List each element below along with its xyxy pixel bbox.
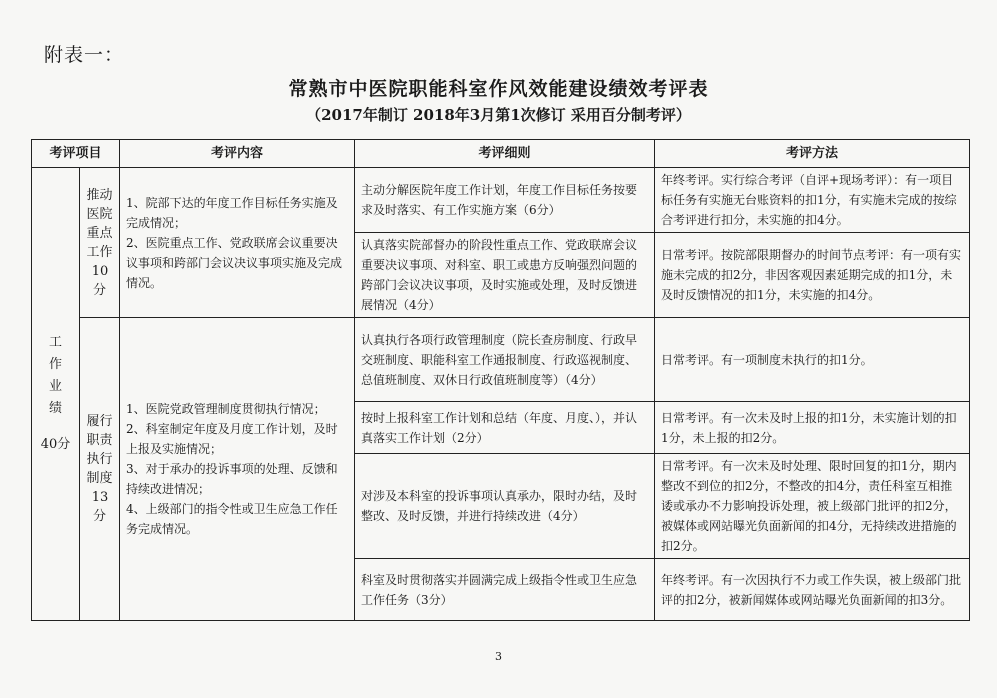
header-detail: 考评细则: [355, 140, 655, 168]
table-row: [32, 318, 970, 402]
header-method: 考评方法: [655, 140, 970, 168]
detail-cell: 按时上报科室工作计划和总结（年度、月度、），并认真落实工作计划（2分）: [355, 402, 655, 454]
content-line: 3、对于承办的投诉事项的处理、反馈和持续改进情况；: [126, 462, 338, 496]
page-title: 常熟市中医院职能科室作风效能建设绩效考评表: [288, 78, 709, 100]
content-line: 1、医院党政管理制度贯彻执行情况；: [126, 402, 326, 416]
group-name-cell: [80, 318, 120, 621]
evaluation-table: [31, 139, 970, 621]
attachment-label: 附表一：: [44, 44, 125, 66]
header-content: 考评内容: [120, 140, 355, 168]
method-cell: 日常考评。按院部限期督办的时间节点考评：有一项有实施未完成的扣2分，非因客观因素延期完成的扣1分，未及时反馈情况的扣1分，未实施的扣4分。: [655, 233, 970, 318]
detail-cell: 认真落实院部督办的阶段性重点工作、党政联席会议重要决议事项、对科室、职工或患方反响强烈问题的跨部门会议决议事项，及时实施或处理，及时反馈进展情况（4分）: [355, 233, 655, 318]
category-name: 工作业绩: [49, 335, 63, 416]
method-cell: 日常考评。有一次未及时上报的扣1分，未实施计划的扣1分，未上报的扣2分。: [655, 402, 970, 454]
page-subtitle: （2017年制订 2018年3月第1次修订 采用百分制考评）: [306, 106, 691, 124]
page-number: 3: [495, 650, 502, 663]
group-name: 履行职责执行制度: [86, 414, 113, 486]
detail-cell: 科室及时贯彻落实并圆满完成上级指令性或卫生应急工作任务（3分）: [355, 559, 655, 621]
detail-cell: 认真执行各项行政管理制度（院长查房制度、行政早交班制度、职能科室工作通报制度、行政巡视制度、总值班制度、双休日行政值班制度等）（4分）: [355, 318, 655, 402]
detail-cell: 对涉及本科室的投诉事项认真承办，限时办结，及时整改、及时反馈，并进行持续改进（4分）: [355, 454, 655, 559]
method-cell: 日常考评。有一项制度未执行的扣1分。: [655, 318, 970, 402]
group-content-cell: [120, 318, 355, 621]
group-score: 10分: [91, 263, 109, 298]
method-cell: 年终考评。有一次因执行不力或工作失误，被上级部门批评的扣2分，被新闻媒体或网站曝光负面新闻的扣3分。: [655, 559, 970, 621]
content-line: 2、科室制定年度及月度工作计划，及时上报及实施情况；: [126, 422, 338, 456]
method-cell: 日常考评。有一次未及时处理、限时回复的扣1分，期内整改不到位的扣2分，不整改的扣4分，责任科室互相推诿或承办不力影响投诉处理，被上级部门批评的扣2分，被媒体或网站曝光负面新闻的扣4分，无持续改进措施的扣2分。: [655, 454, 970, 559]
content-line: 1、院部下达的年度工作目标任务实施及完成情况；: [126, 195, 338, 230]
table-header-row: [32, 140, 970, 168]
content-line: 2、医院重点工作、党政联席会议重要决议事项和跨部门会议决议事项实施及完成情况。: [126, 235, 343, 290]
detail-cell: 主动分解医院年度工作计划，年度工作目标任务按要求及时落实、有工作实施方案（6分）: [355, 168, 655, 233]
method-cell: 年终考评。实行综合考评（自评+现场考评）：有一项目标任务有实施无台账资料的扣1分，有实施未完成的按综合考评进行扣分，未实施的扣4分。: [655, 168, 970, 233]
group-content-cell: [120, 168, 355, 318]
content-line: 4、上级部门的指令性或卫生应急工作任务完成情况。: [126, 502, 338, 536]
header-item: 考评项目: [32, 140, 120, 168]
group-name: 推动医院重点工作: [86, 187, 113, 260]
category-score: 40分: [40, 437, 71, 452]
category-cell: [32, 168, 80, 621]
table-row: [32, 168, 970, 233]
group-score: 13分: [91, 490, 109, 524]
group-name-cell: [80, 168, 120, 318]
